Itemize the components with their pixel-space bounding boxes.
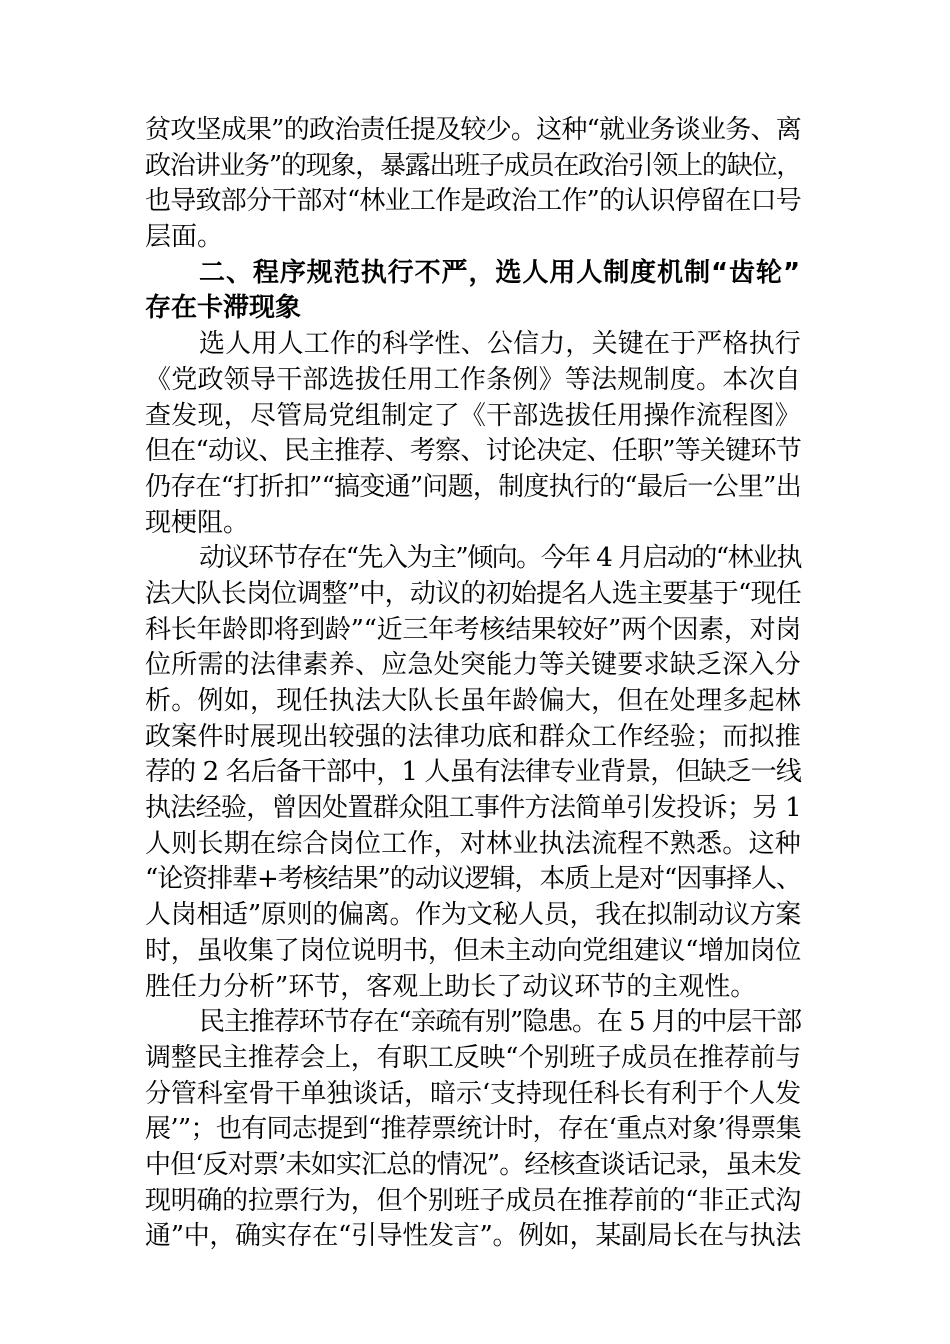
text-line	[145, 470, 801, 506]
line-text: 法大队长岗位调整”中，动议的初始提名人选主要基于“现任	[145, 578, 801, 609]
text-line	[145, 898, 801, 934]
text-line	[145, 1112, 801, 1148]
line-text: 政治讲业务”的现象，暴露出班子成员在政治引领上的缺位，	[145, 150, 802, 181]
line-text: 现梗阻。	[145, 507, 250, 538]
line-text: 展’”；也有同志提到“推荐票统计时，存在‘重点对象’得票集	[145, 1114, 801, 1145]
line-text: 二、程序规范执行不严，选人用人制度机制“齿轮”	[199, 257, 801, 288]
line-text: 政案件时展现出较强的法律功底和群众工作经验；而拟推	[145, 721, 801, 752]
text-line	[145, 613, 801, 649]
line-text: 民主推荐环节存在“亲疏有别”隐患。在 5 月的中层干部	[199, 1007, 802, 1038]
line-text: 通”中，确实存在“引导性发言”。例如，某副局长在与执法	[145, 1221, 801, 1252]
line-text: 存在卡滞现象	[145, 293, 302, 324]
text-line	[145, 149, 801, 185]
text-line	[145, 862, 801, 898]
text-line	[145, 934, 801, 970]
line-text: 贫攻坚成果”的政治责任提及较少。这种“就业务谈业务、离	[145, 115, 801, 145]
line-text: 仍存在“打折扣”“搞变通”问题，制度执行的“最后一公里”出	[145, 471, 801, 502]
section-heading-line	[145, 256, 801, 292]
text-line	[145, 1148, 801, 1184]
text-line	[145, 184, 801, 220]
text-line	[145, 113, 801, 149]
text-line	[145, 541, 801, 577]
text-line	[145, 434, 801, 470]
text-line	[145, 577, 801, 613]
line-text: 调整民主推荐会上，有职工反映“个别班子成员在推荐前与	[145, 1042, 801, 1073]
text-line	[145, 1041, 801, 1077]
text-line	[145, 791, 801, 827]
text-line	[145, 399, 801, 435]
line-text: 荐的 2 名后备干部中，1 人虽有法律专业背景，但缺乏一线	[145, 757, 801, 788]
document-page	[145, 113, 801, 1255]
line-text: 但在“动议、民主推荐、考察、讨论决定、任职”等关键环节	[145, 436, 801, 467]
line-text: 执法经验，曾因处置群众阻工事件方法简单引发投诉；另 1	[145, 793, 801, 824]
text-line	[145, 327, 801, 363]
line-text: 查发现，尽管局党组制定了《干部选拔任用操作流程图》	[145, 400, 801, 431]
line-text: 人则长期在综合岗位工作，对林业执法流程不熟悉。这种	[145, 828, 801, 859]
text-line	[145, 755, 801, 791]
text-line	[145, 220, 801, 256]
text-line	[145, 827, 801, 863]
text-line	[145, 1219, 801, 1255]
text-line	[145, 648, 801, 684]
line-text: 中但‘反对票’未如实汇总的情况”。经核查谈话记录，虽未发	[145, 1149, 801, 1180]
text-line	[145, 506, 801, 542]
line-text: 位所需的法律素养、应急处突能力等关键要求缺乏深入分	[145, 650, 801, 681]
text-line	[145, 684, 801, 720]
text-line	[145, 720, 801, 756]
text-line	[145, 363, 801, 399]
line-text: 选人用人工作的科学性、公信力，关键在于严格执行	[199, 329, 801, 360]
text-line	[145, 1077, 801, 1113]
line-text: 动议环节存在“先入为主”倾向。今年 4 月启动的“林业执	[199, 543, 801, 574]
line-text: 人岗相适”原则的偏离。作为文秘人员，我在拟制动议方案	[145, 900, 801, 931]
line-text: 也导致部分干部对“林业工作是政治工作”的认识停留在口号	[145, 186, 801, 217]
line-text: 科长年龄即将到龄”“近三年考核结果较好”两个因素，对岗	[145, 614, 801, 645]
text-line	[145, 1005, 801, 1041]
section-heading-line	[145, 291, 801, 327]
line-text: 时，虽收集了岗位说明书，但未主动向党组建议“增加岗位	[145, 935, 801, 966]
text-line	[145, 970, 801, 1006]
text-line	[145, 1184, 801, 1220]
line-text: 胜任力分析”环节，客观上助长了动议环节的主观性。	[145, 971, 757, 1002]
line-text: 现明确的拉票行为，但个别班子成员在推荐前的“非正式沟	[145, 1185, 801, 1216]
line-text: 分管科室骨干单独谈话，暗示‘支持现任科长有利于个人发	[145, 1078, 802, 1109]
line-text: 层面。	[145, 222, 224, 253]
line-text: 析。例如，现任执法大队长虽年龄偏大，但在处理多起林	[145, 686, 801, 716]
line-text: 《党政领导干部选拔任用工作条例》等法规制度。本次自	[145, 364, 801, 395]
line-text: “论资排辈+考核结果”的动议逻辑，本质上是对“因事择人、	[145, 864, 801, 895]
